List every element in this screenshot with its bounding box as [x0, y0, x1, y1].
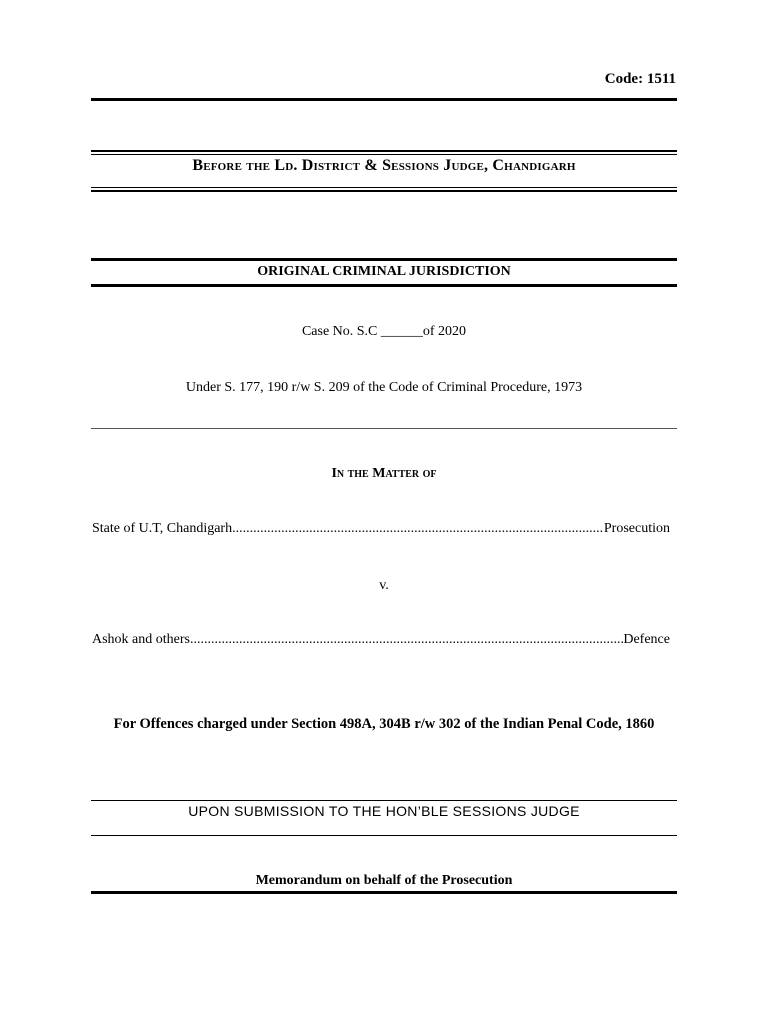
party-defence — [92, 632, 670, 648]
memorandum-title: Memorandum on behalf of the Prosecution — [255, 873, 513, 888]
jurisdiction-top-rule — [91, 258, 677, 261]
submission-heading: UPON SUBMISSION TO THE HON’BLE SESSIONS JUDGE — [188, 803, 580, 819]
submission-bottom-rule — [91, 835, 677, 836]
matter-heading: In the Matter of — [331, 466, 437, 481]
submission-top-rule — [91, 800, 677, 801]
offences-statement: For Offences charged under Section 498A, 304B r/w 302 of the Indian Penal Code, 1860 — [113, 716, 655, 732]
leader-dots — [190, 632, 623, 648]
court-title-top-rule-thin — [91, 154, 677, 155]
party-name: State of U.T, Chandigarh — [92, 521, 233, 536]
section-divider — [91, 428, 677, 429]
party-role: Prosecution — [603, 521, 670, 536]
jurisdiction-bottom-rule — [91, 284, 677, 287]
case-provision: Under S. 177, 190 r/w S. 209 of the Code of Criminal Procedure, 1973 — [185, 380, 583, 395]
leader-dots — [232, 521, 604, 537]
jurisdiction-heading: ORIGINAL CRIMINAL JURISDICTION — [257, 264, 511, 279]
header-divider — [91, 98, 677, 101]
court-title: Before the Ld. District & Sessions Judge, Chandigarh — [192, 157, 576, 174]
memorandum-bottom-rule — [91, 891, 677, 894]
party-prosecution — [92, 521, 670, 537]
versus-label: v. — [379, 578, 389, 593]
party-role: Defence — [623, 632, 670, 647]
case-number: Case No. S.C ______of 2020 — [301, 324, 467, 339]
court-title-top-rule — [91, 150, 677, 152]
document-code: Code: 1511 — [604, 71, 676, 87]
court-title-bottom-rule — [91, 190, 677, 192]
court-title-bottom-rule-thin — [91, 187, 677, 188]
party-name: Ashok and others — [92, 632, 190, 647]
